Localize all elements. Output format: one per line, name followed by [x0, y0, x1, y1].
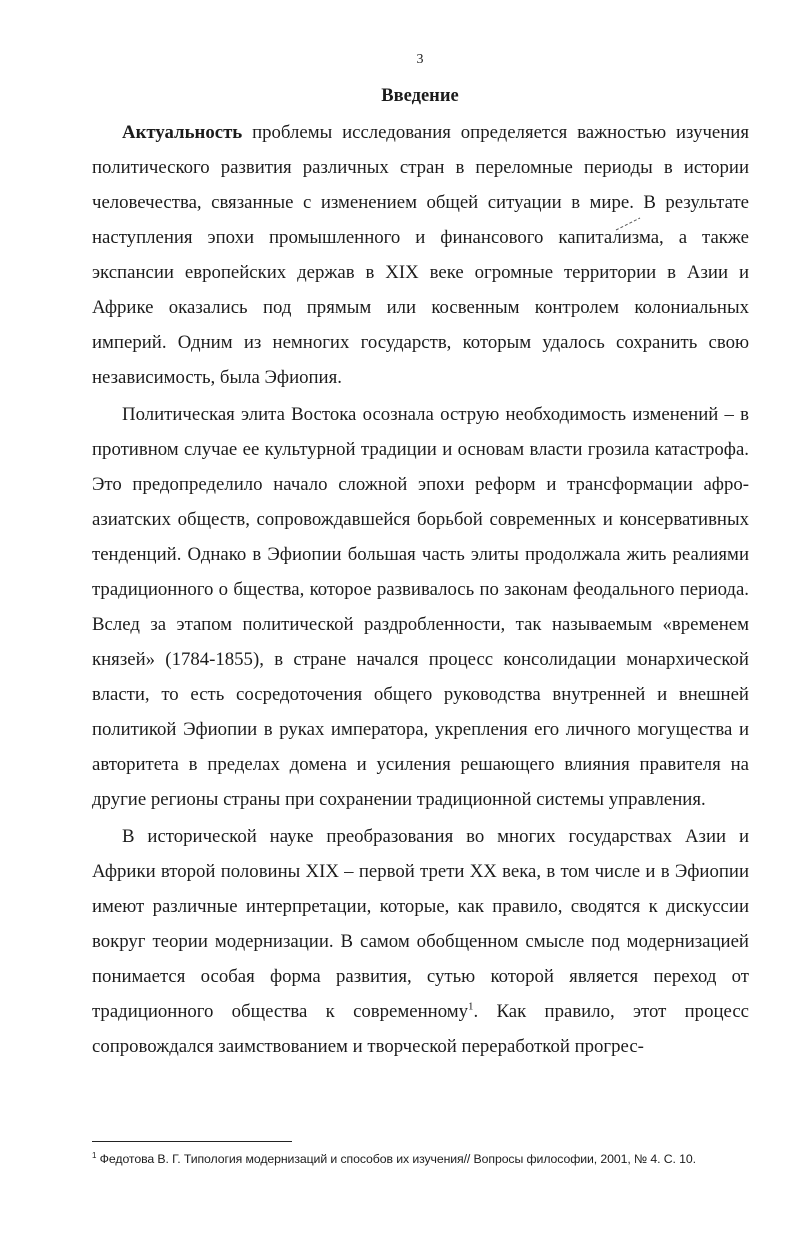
- paragraph-political-elite: [92, 397, 749, 817]
- paragraph-text: Политическая элита Востока осознала острую необходимость изменений – в противном случае ее культурной традиции и основам власти грозила катастрофа. Это предопределило начало сложной эпохи реформ и трансформации афро-азиатских обществ, сопровождавшейся борьбой современных и консервативных тенденций. Однако в Эфиопии большая часть элиты продолжала жить реалиями традиционного о бщества, которое развивалось по законам феодального периода. Вслед за этапом политической раздробленности, так называемым «временем князей» (1784-1855), в стране начался процесс консолидации монархической власти, то есть сосредоточения общего руководства внутренней и внешней политикой Эфиопии в руках императора, укрепления его личного могущества и авторитета в пределах домена и усиления решающего влияния правителя на другие регионы страны при сохранении традиционной системы управления.: [92, 404, 749, 810]
- page-number: 3: [416, 52, 424, 67]
- paragraph-text: . Как правило, этот процесс сопровождался заимствованием и творческой переработкой прогрес-: [92, 1001, 749, 1057]
- paragraph-text: проблемы исследования определяется важностью изучения политического развития различных стран в переломные периоды в истории человечества, связанные с изменением общей ситуации в мире. В результате наступления эпохи промышленного и финансового капитализма, а также экспансии европейских держав в XIX веке огромные территории в Азии и Африке оказались под прямым или косвенным контролем колониальных империй. Одним из немногих государств, которым удалось сохранить свою независимость, была Эфиопия.: [92, 122, 749, 388]
- footnote-divider: [92, 1141, 292, 1142]
- footnote: [92, 1152, 752, 1166]
- paragraph-historiography: [92, 819, 749, 1064]
- paragraph-relevance: [92, 115, 749, 395]
- footnote-text: Федотова В. Г. Типология модернизаций и способов их изучения// Вопросы философии, 2001, № 4. С. 10.: [96, 1152, 696, 1166]
- footnote-reference[interactable]: 1: [468, 1000, 474, 1013]
- page-title: Введение: [381, 86, 459, 106]
- footnote-mark: 1: [92, 1150, 97, 1160]
- paragraph-lead-term: Актуальность: [122, 122, 243, 143]
- paragraph-text: В исторической науке преобразования во многих государствах Азии и Африки второй половины XIX – первой трети XX века, в том числе и в Эфиопии имеют различные интерпретации, которые, как правило, сводятся к дискуссии вокруг теории модернизации. В самом обобщенном смысле под модернизацией понимается особая форма развития, сутью которой является переход от традиционного общества к современному: [92, 826, 749, 1022]
- main-text: [92, 115, 749, 1066]
